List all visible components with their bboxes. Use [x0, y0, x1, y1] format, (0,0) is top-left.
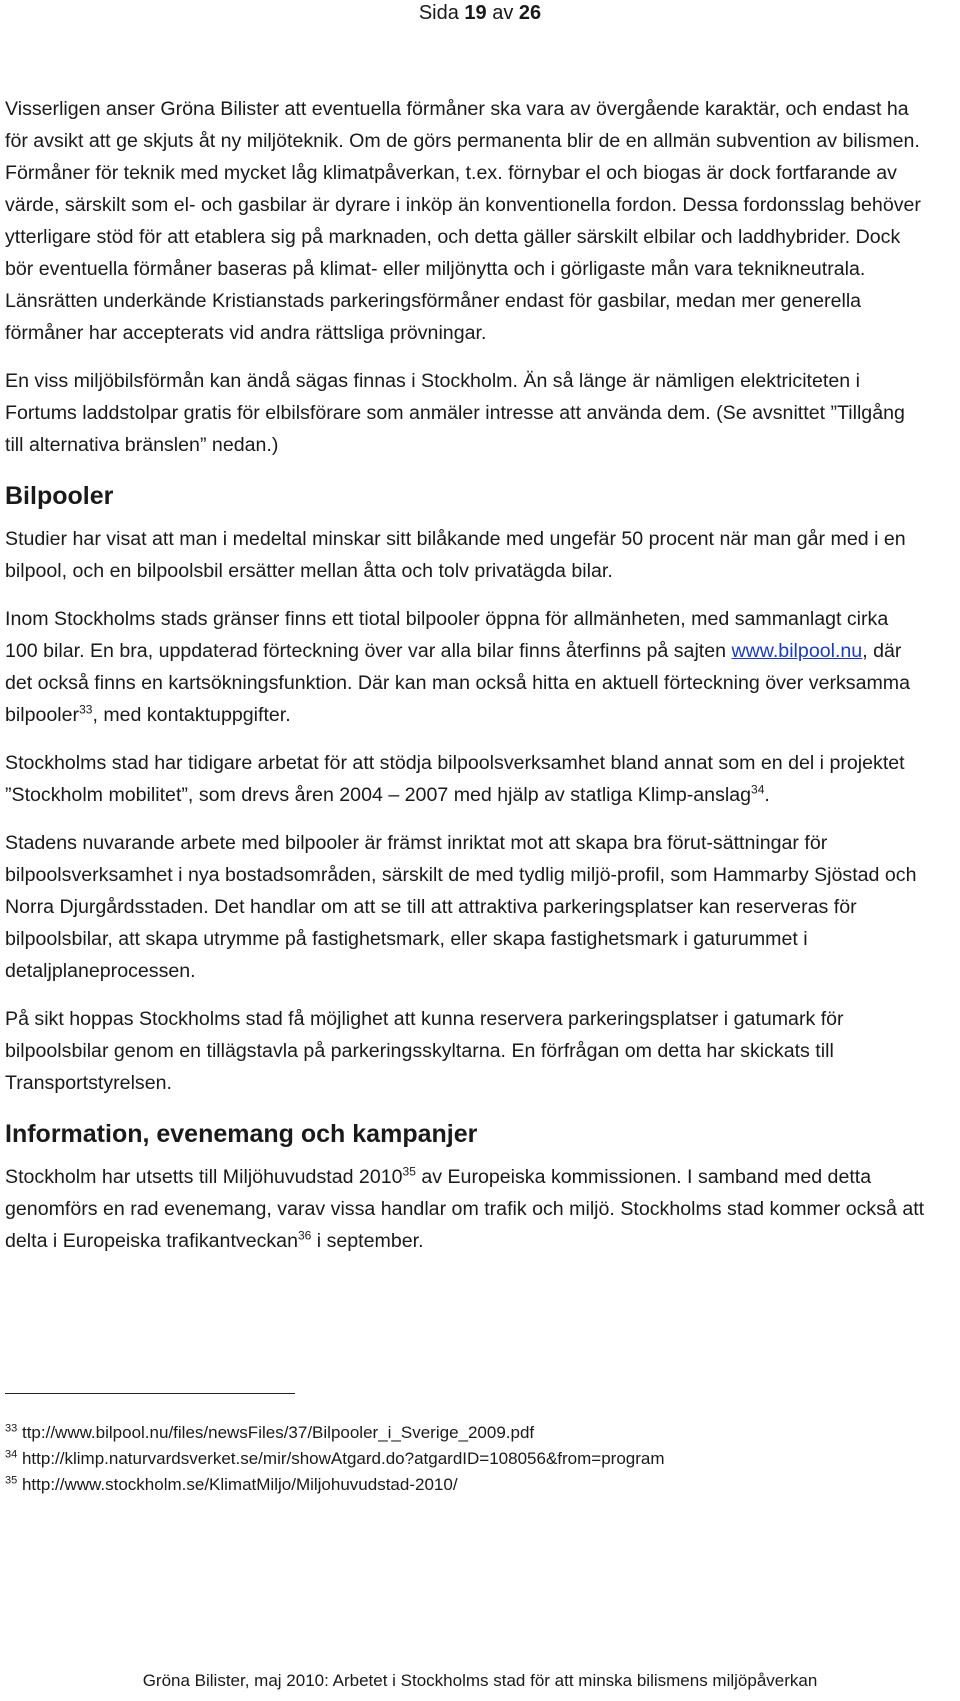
paragraph-text: . — [764, 784, 770, 806]
paragraph-text: Inom Stockholms stads gränser finns ett tiotal bilpooler öppna för allmänheten, med sammanlagt cirka 100 bilar. En bra, uppdaterad förteckning över var alla bilar finns återfinns på sajten — [5, 608, 889, 662]
footnote-url: http://www.stockholm.se/KlimatMiljo/Miljohuvudstad-2010/ — [17, 1475, 458, 1494]
paragraph-text: av Europeiska kommissionen. I samband med detta genomförs en rad evenemang, varav vissa handlar om trafik och miljö. Stockholms stad kommer också att delta i Europeiska trafikantveckan — [5, 1166, 925, 1252]
paragraph-formaner — [5, 93, 925, 349]
footnote-ref-35: 35 — [402, 1164, 416, 1179]
paragraph-miljohuvudstad — [5, 1161, 925, 1257]
footnote-ref-33: 33 — [79, 702, 93, 717]
paragraph-text: Visserligen anser Gröna Bilister att eventuella förmåner ska vara av övergående karaktär, och endast ha för avsikt att ge skjuts åt ny miljöteknik. Om de görs permanenta blir de en allmän subvention av bilismen. Förmåner för teknik med mycket låg klimatpåverkan, t.ex. förnybar el och biogas är dock fortfarande av värde, särskilt som el- och gasbilar är dyrare i inköp än konventionella fordon. Dessa fordonsslag behöver ytterligare stöd för att etablera sig på marknaden, och detta gäller särskilt elbilar och laddhybrider. Dock bör eventuella förmåner baseras på klimat- eller miljönytta och i görligaste mån vara teknikneutrala. Länsrätten underkände Kristianstads parkeringsförmåner endast för gasbilar, medan mer generella förmåner har accepterats vid andra rättsliga prövningar. — [5, 98, 921, 344]
page-number: 19 — [464, 2, 487, 24]
footnote-33[interactable] — [5, 1420, 945, 1446]
paragraph-text: Stockholm har utsetts till Miljöhuvudstad 2010 — [5, 1166, 403, 1188]
footnote-number: 33 — [5, 1422, 18, 1435]
footnote-34[interactable] — [5, 1446, 945, 1472]
page-footer: Gröna Bilister, maj 2010: Arbetet i Stockholms stad för att minska bilismens miljöpåverkan — [142, 1671, 818, 1690]
footnote-url: ttp://www.bilpool.nu/files/newsFiles/37/Bilpooler_i_Sverige_2009.pdf — [17, 1423, 535, 1442]
paragraph-text: Stockholms stad har tidigare arbetat för att stödja bilpoolsverksamhet bland annat som en del i projektet ”Stockholm mobilitet”, som drevs åren 2004 – 2007 med hjälp av statliga Klimp-anslag — [5, 752, 905, 806]
document-body — [5, 93, 925, 1273]
paragraph-text: , med kontaktuppgifter. — [92, 704, 291, 726]
footnote-ref-36: 36 — [297, 1228, 312, 1243]
footnote-number: 34 — [5, 1448, 18, 1461]
paragraph-text: På sikt hoppas Stockholms stad få möjlighet att kunna reservera parkeringsplatser i gatumark för bilpoolsbilar genom en tillägstavla på parkeringsskyltarna. En förfrågan om detta har skickats till Transportstyrelsen. — [5, 1008, 844, 1094]
footnote-ref-34: 34 — [751, 782, 765, 797]
paragraph-tidigare-arbete — [5, 747, 925, 811]
footnote-35[interactable] — [5, 1472, 945, 1498]
paragraph-text: , där det också finns en kartsökningsfunktion. Där kan man också hitta en aktuell förteckning över verksamma bilpooler — [5, 640, 911, 726]
paragraph-text: i september. — [311, 1230, 424, 1252]
page-label: Sida — [418, 2, 465, 24]
paragraph-text: Stadens nuvarande arbete med bilpooler är främst inriktat mot att skapa bra förut-sättningar för bilpoolsverksamhet i nya bostadsområden, särskilt de med tydlig miljö-profil, som Hammarby Sjöstad och Norra Djurgårdsstaden. Det handlar om att se till att attraktiva parkeringsplatser kan reserveras för bilpoolsbilar, att skapa utrymme på fastighetsmark, eller skapa fastighetsmark i gaturummet i detaljplaneprocessen. — [5, 832, 917, 982]
heading-bilpooler: Bilpooler — [5, 482, 114, 510]
page-of-label: av — [486, 2, 519, 24]
page-total: 26 — [518, 2, 542, 24]
paragraph-miljobilsforman — [5, 365, 925, 461]
paragraph-studier — [5, 523, 925, 587]
footnote-number: 35 — [5, 1474, 18, 1487]
footnote-url: http://klimp.naturvardsverket.se/mir/showAtgard.do?atgardID=108056&from=program — [17, 1449, 665, 1468]
footnotes — [5, 1420, 945, 1498]
heading-information: Information, evenemang och kampanjer — [5, 1120, 478, 1148]
footnote-divider — [5, 1393, 295, 1394]
paragraph-text: En viss miljöbilsförmån kan ändå sägas finnas i Stockholm. Än så länge är nämligen elektriciteten i Fortums laddstolpar gratis för elbilsförare som anmäler intresse att använda dem. (Se avsnittet ”Tillgång till alternativa bränslen” nedan.) — [5, 370, 905, 456]
paragraph-text: Studier har visat att man i medeltal minskar sitt bilåkande med ungefär 50 procent när man går med i en bilpool, och en bilpoolsbil ersätter mellan åtta och tolv privatägda bilar. — [5, 528, 906, 582]
paragraph-pa-sikt — [5, 1003, 925, 1099]
paragraph-nuvarande-arbete — [5, 827, 925, 987]
page-header — [0, 0, 960, 25]
paragraph-inom-stockholm — [5, 603, 925, 731]
bilpool-link[interactable]: www.bilpool.nu — [731, 640, 863, 662]
